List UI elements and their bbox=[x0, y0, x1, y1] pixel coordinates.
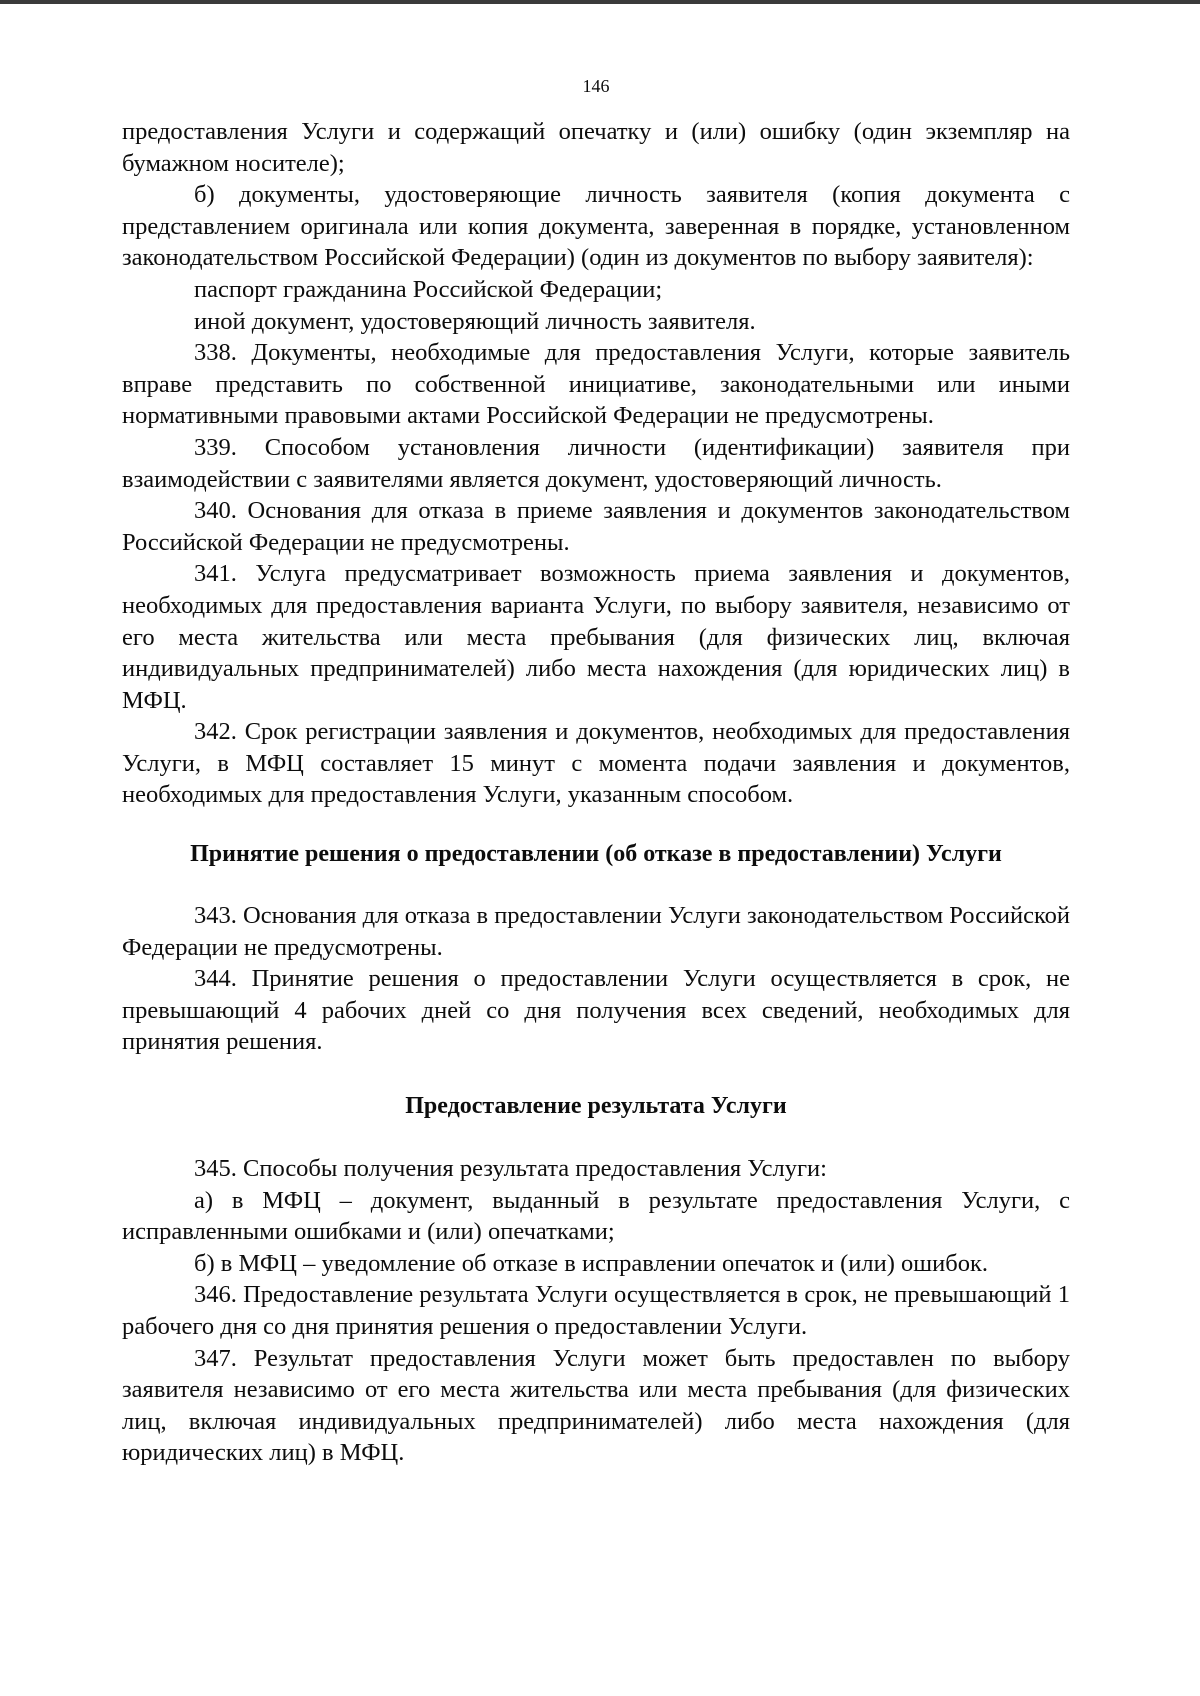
paragraph-continuation: предоставления Услуги и содержащий опечатку и (или) ошибку (один экземпляр на бумажном носителе); bbox=[122, 118, 1070, 177]
page-number: 146 bbox=[582, 76, 610, 96]
paragraph-341: 341. Услуга предусматривает возможность приема заявления и документов, необходимых для предоставления варианта Услуги, по выбору заявителя, независимо от его места жительства или места пребывания (для физических лиц, включая индивидуальных предпринимателей) либо места нахождения (для юридических лиц) в МФЦ. bbox=[122, 560, 1070, 714]
paragraph-passport: паспорт гражданина Российской Федерации; bbox=[194, 275, 663, 303]
paragraph-345: 345. Способы получения результата предоставления Услуги: bbox=[194, 1155, 827, 1183]
paragraph-345-item-a: а) в МФЦ – документ, выданный в результате предоставления Услуги, с исправленными ошибками и (или) опечатками; bbox=[122, 1186, 1070, 1246]
paragraph-343: 343. Основания для отказа в предоставлении Услуги законодательством Российской Федерации не предусмотрены. bbox=[122, 902, 1070, 961]
paragraph-340: 340. Основания для отказа в приеме заявления и документов законодательством Российской Федерации не предусмотрены. bbox=[122, 497, 1070, 556]
paragraph-item-b-identity-documents: б) документы, удостоверяющие личность заявителя (копия документа с представлением оригинала или копия документа, заверенная в порядке, установленном законодательством Российской Федерации) (один из документов по выбору заявителя): bbox=[122, 181, 1070, 272]
section-heading-decision: Принятие решения о предоставлении (об отказе в предоставлении) Услуги bbox=[190, 841, 1002, 868]
document-page bbox=[122, 74, 1070, 1469]
paragraph-other-document: иной документ, удостоверяющий личность заявителя. bbox=[194, 307, 756, 335]
section-heading-result: Предоставление результата Услуги bbox=[405, 1093, 787, 1120]
paragraph-342: 342. Срок регистрации заявления и документов, необходимых для предоставления Услуги, в МФЦ составляет 15 минут с момента подачи заявления и документов, необходимых для предоставления Услуги, указанным способом. bbox=[122, 718, 1070, 809]
paragraph-346: 346. Предоставление результата Услуги осуществляется в срок, не превышающий 1 рабочего дня со дня принятия решения о предоставлении Услуги. bbox=[122, 1281, 1070, 1340]
paragraph-345-item-b: б) в МФЦ – уведомление об отказе в исправлении опечаток и (или) ошибок. bbox=[194, 1249, 988, 1277]
paragraph-338: 338. Документы, необходимые для предоставления Услуги, которые заявитель вправе представить по собственной инициативе, законодательными или иными нормативными правовыми актами Российской Федерации не предусмотрены. bbox=[122, 339, 1070, 430]
paragraph-347: 347. Результат предоставления Услуги может быть предоставлен по выбору заявителя независимо от его места жительства или места пребывания (для физических лиц, включая индивидуальных предпринимателей) либо места нахождения (для юридических лиц) в МФЦ. bbox=[122, 1344, 1070, 1467]
scan-edge-line bbox=[0, 0, 1200, 4]
paragraph-344: 344. Принятие решения о предоставлении Услуги осуществляется в срок, не превышающий 4 рабочих дней со дня получения всех сведений, необходимых для принятия решения. bbox=[122, 965, 1070, 1056]
paragraph-339: 339. Способом установления личности (идентификации) заявителя при взаимодействии с заявителями является документ, удостоверяющий личность. bbox=[122, 433, 1070, 493]
